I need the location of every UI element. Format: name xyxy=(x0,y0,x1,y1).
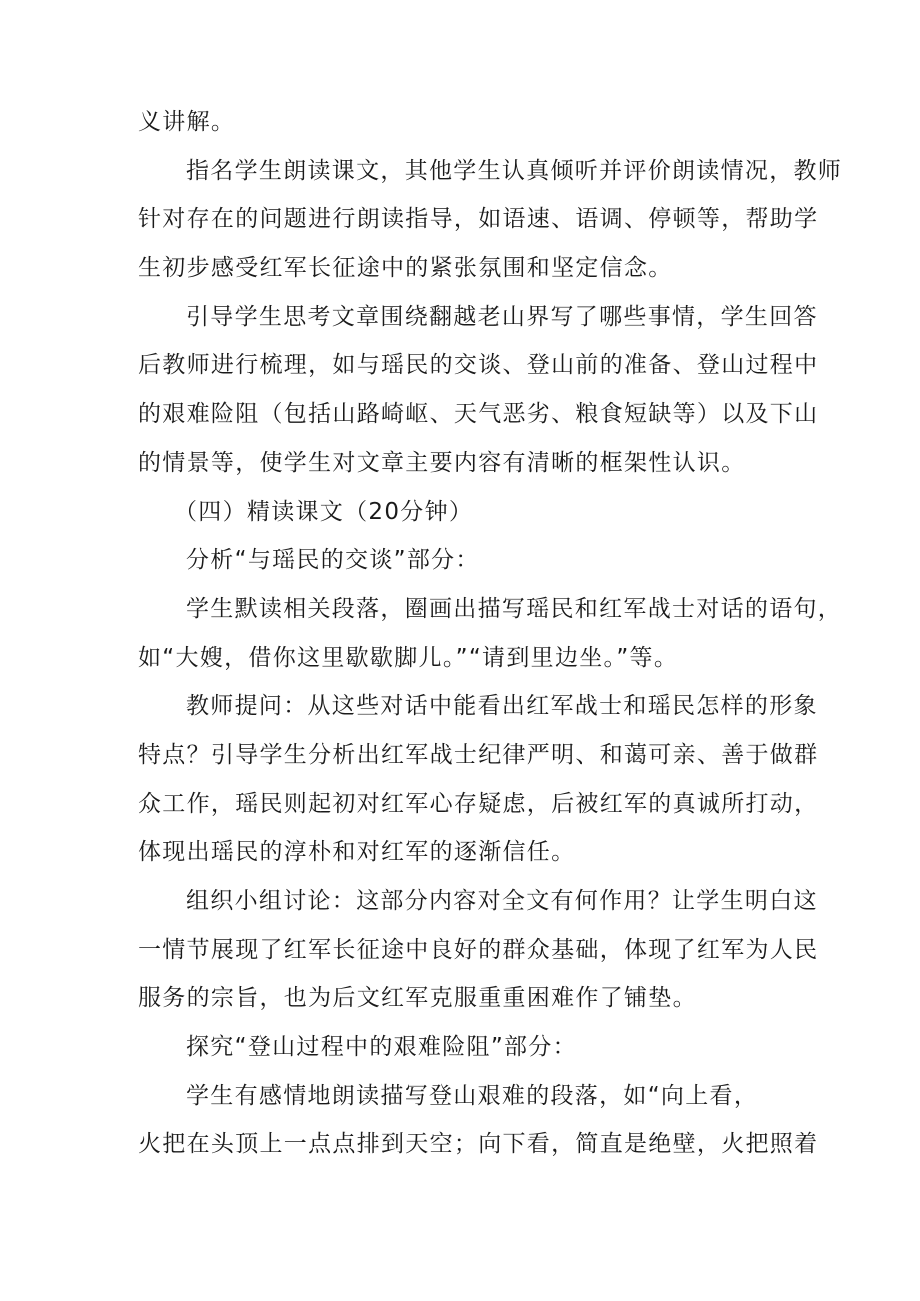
text-line: 的艰难险阻（包括山路崎岖、天气恶劣、粮食短缺等）以及下山 xyxy=(138,401,819,428)
text-line: 生初步感受红军长征途中的紧张氛围和坚定信念。 xyxy=(138,255,673,282)
document-body xyxy=(138,98,843,1169)
paragraph-start-line: 学生默读相关段落，圈画出描写瑶民和红军战士对话的语句， xyxy=(186,595,843,622)
text-line: 众工作，瑶民则起初对红军心存疑虑，后被红军的真诚所打动， xyxy=(138,790,819,817)
paragraph-start-line: 教师提问：从这些对话中能看出红军战士和瑶民怎样的形象 xyxy=(186,693,818,720)
paragraph-start-line: 探究“登山过程中的艰难险阻”部分： xyxy=(186,1034,577,1061)
text-line: 的情景等，使学生对文章主要内容有清晰的框架性认识。 xyxy=(138,449,746,476)
paragraph-start-line: 组织小组讨论：这部分内容对全文有何作用？让学生明白这 xyxy=(186,888,818,914)
paragraph-start-line: 引导学生思考文章围绕翻越老山界写了哪些事情，学生回答 xyxy=(186,303,818,330)
text-line: 义讲解。 xyxy=(138,109,236,135)
text-line: 一情节展现了红军长征途中良好的群众基础，体现了红军为人民 xyxy=(138,936,819,963)
paragraph-start-line: 分析“与瑶民的交谈”部分： xyxy=(186,547,480,574)
text-line: 针对存在的问题进行朗读指导，如语速、语调、停顿等，帮助学 xyxy=(138,206,819,233)
section-heading: （四）精读课文（20分钟） xyxy=(174,498,474,525)
text-line: 火把在头顶上一点点排到天空；向下看，简直是绝壁，火把照着 xyxy=(138,1131,819,1158)
text-line: 体现出瑶民的淳朴和对红军的逐渐信任。 xyxy=(138,839,576,866)
text-line: 服务的宗旨，也为后文红军克服重重困难作了铺垫。 xyxy=(138,985,697,1012)
text-line: 后教师进行梳理，如与瑶民的交谈、登山前的准备、登山过程中 xyxy=(138,352,819,379)
paragraph-start-line: 学生有感情地朗读描写登山艰难的段落，如“向上看， xyxy=(186,1082,759,1109)
text-line: 如“大嫂，借你这里歇歇脚儿。”“请到里边坐。”等。 xyxy=(138,644,679,671)
paragraph-start-line: 指名学生朗读课文，其他学生认真倾听并评价朗读情况，教师 xyxy=(186,157,843,184)
text-line: 特点？引导学生分析出红军战士纪律严明、和蔼可亲、善于做群 xyxy=(138,741,819,768)
